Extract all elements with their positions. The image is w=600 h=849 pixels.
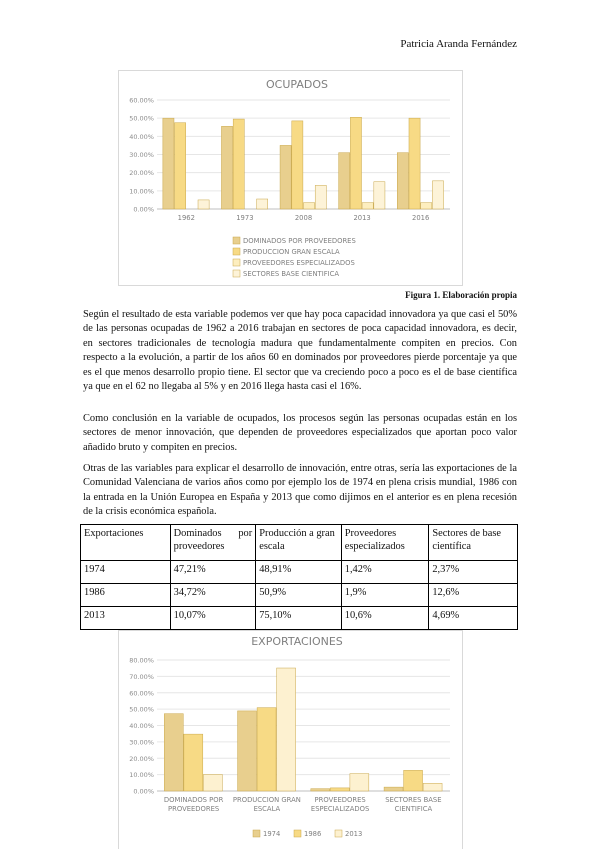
table-header-cell: Producción a gran escala [256, 525, 342, 561]
chart-bar [277, 668, 296, 791]
x-tick-label: PRODUCCION GRAN [232, 796, 301, 804]
legend-swatch [233, 259, 240, 266]
chart-bar [409, 118, 420, 209]
chart-bar [339, 153, 350, 209]
legend-label: PROVEEDORES ESPECIALIZADOS [243, 259, 355, 267]
chart-exportaciones [118, 630, 463, 849]
x-tick-label: PROVEEDORES [314, 796, 366, 804]
table-row [81, 607, 518, 630]
table-header-cell: Proveedores especializados [341, 525, 429, 561]
chart-bar [330, 788, 349, 791]
y-tick-label: 30.00% [129, 738, 154, 747]
table-cell: 47,21% [170, 561, 256, 584]
y-tick-label: 60.00% [129, 96, 154, 105]
x-tick-label: 1962 [177, 214, 195, 222]
table-cell: 12,6% [429, 584, 518, 607]
table-cell: 10,07% [170, 607, 256, 630]
table-cell: 48,91% [256, 561, 342, 584]
table-header-cell: Dominados por proveedores [170, 525, 256, 561]
chart-bar [164, 714, 183, 791]
chart-bar [198, 200, 209, 209]
chart-bar [233, 119, 244, 209]
y-tick-label: 70.00% [129, 672, 154, 681]
legend-swatch [335, 830, 342, 837]
table-cell: 1986 [81, 584, 171, 607]
table-header-cell: Sectores de base científica [429, 525, 518, 561]
chart-bar [374, 182, 385, 209]
y-tick-label: 80.00% [129, 656, 154, 665]
legend-label: 1986 [304, 830, 322, 838]
legend-swatch [233, 237, 240, 244]
table-cell: 75,10% [256, 607, 342, 630]
x-tick-label: 2013 [353, 214, 371, 222]
chart-ocupados-svg [119, 71, 462, 285]
legend-label: DOMINADOS POR PROVEEDORES [243, 237, 356, 245]
chart-bar [292, 121, 303, 209]
x-tick-label: 2008 [294, 214, 313, 222]
table-header-row [81, 525, 518, 561]
chart-title: EXPORTACIONES [251, 635, 343, 648]
chart-bar [350, 117, 361, 209]
chart-bar [304, 203, 315, 209]
y-tick-label: 10.00% [129, 771, 154, 780]
table-cell: 1,42% [341, 561, 429, 584]
paragraph-ocupados-analysis: Según el resultado de esta variable podemos ver que hay poca capacidad innovadora ya que casi el 50% de las personas ocupadas de 1962 a 2016 trabajan en sectores de poca capacidad innovadora, es decir, en sectores tradicionales de tecnología madura que fundamentalmente compiten en precios. Con respecto a la evolución, a partir de los años 60 en dominados por proveedores pierde porcentaje ya que es el que menos desarrollo propio tiene. El sector que va creciendo poco a poco es el de base científica ya que en el 62 no llegaba al 5% y en 2016 llega hasta casi el 16%. [83, 309, 517, 393]
chart-bar [315, 185, 326, 209]
table-row [81, 561, 518, 584]
table-cell: 10,6% [341, 607, 429, 630]
y-tick-label: 0.00% [133, 205, 154, 214]
y-tick-label: 50.00% [129, 705, 154, 714]
y-tick-label: 40.00% [129, 722, 154, 730]
y-tick-label: 0.00% [133, 787, 154, 796]
chart-bar [221, 126, 232, 209]
paragraph-conclusion: Como conclusión en la variable de ocupados, los procesos según las personas ocupadas están en los sectores de menor innovación, que dependen de proveedores especializados que aportan poco valor añadido bruto y compiten en precios. [83, 413, 517, 453]
y-tick-label: 20.00% [129, 754, 154, 763]
chart-bar [397, 153, 408, 209]
chart-bar [423, 783, 442, 791]
chart-bar [175, 123, 186, 209]
figure-caption: Figura 1. Elaboración propia [405, 290, 517, 300]
chart-exportaciones-svg [119, 631, 462, 849]
chart-bar [238, 711, 257, 791]
chart-bar [362, 203, 373, 209]
x-tick-label: SECTORES BASE [385, 796, 442, 804]
chart-bar [280, 145, 291, 209]
chart-bar [163, 118, 174, 209]
chart-bar [384, 787, 403, 791]
x-tick-label: 2016 [412, 214, 430, 222]
y-tick-label: 30.00% [129, 151, 154, 159]
paragraph-exportaciones-intro: Otras de las variables para explicar el desarrollo de innovación, entre otras, sería las exportaciones de la Comunidad Valenciana de varios años como por ejemplo los de 1974 en plena crisis mundial, 1986 con la entrada en la Unión Europea en España y 2013 que como dijimos en el anterior es en plena recesión de la crisis económica española. [83, 463, 517, 518]
table-row [81, 584, 518, 607]
x-tick-label: PROVEEDORES [168, 805, 220, 813]
x-tick-label: ESCALA [253, 805, 281, 813]
legend-swatch [233, 248, 240, 255]
y-tick-label: 10.00% [129, 187, 154, 196]
chart-ocupados [118, 70, 463, 286]
x-tick-label: 1973 [236, 214, 254, 222]
x-tick-label: DOMINADOS POR [163, 796, 224, 804]
x-tick-label: ESPECIALIZADOS [310, 805, 370, 813]
chart-bar [203, 775, 222, 791]
chart-bar [257, 708, 276, 791]
table-cell: 1974 [81, 561, 171, 584]
table-header-cell: Exportaciones [81, 525, 171, 561]
table-cell: 50,9% [256, 584, 342, 607]
y-tick-label: 60.00% [129, 689, 154, 698]
chart-bar [421, 203, 432, 209]
table-cell: 2,37% [429, 561, 518, 584]
chart-bar [432, 181, 443, 209]
y-tick-label: 50.00% [129, 114, 154, 123]
chart-bar [350, 774, 369, 791]
table-cell: 1,9% [341, 584, 429, 607]
legend-label: 2013 [345, 830, 363, 838]
y-tick-label: 20.00% [129, 169, 154, 178]
chart-bar [404, 770, 423, 791]
chart-bar [184, 734, 203, 791]
legend-label: PRODUCCION GRAN ESCALA [243, 248, 340, 256]
table-cell: 34,72% [170, 584, 256, 607]
chart-bar [311, 789, 330, 791]
page-header-author: Patricia Aranda Fernández [400, 38, 517, 50]
legend-label: 1974 [263, 830, 281, 838]
x-tick-label: CIENTIFICA [394, 805, 433, 813]
chart-bar [257, 199, 268, 209]
chart-title: OCUPADOS [266, 78, 328, 91]
legend-swatch [253, 830, 260, 837]
legend-label: SECTORES BASE CIENTIFICA [243, 270, 340, 278]
y-tick-label: 40.00% [129, 132, 154, 141]
exports-table [80, 524, 518, 630]
legend-swatch [233, 270, 240, 277]
table-cell: 2013 [81, 607, 171, 630]
table-cell: 4,69% [429, 607, 518, 630]
legend-swatch [294, 830, 301, 837]
